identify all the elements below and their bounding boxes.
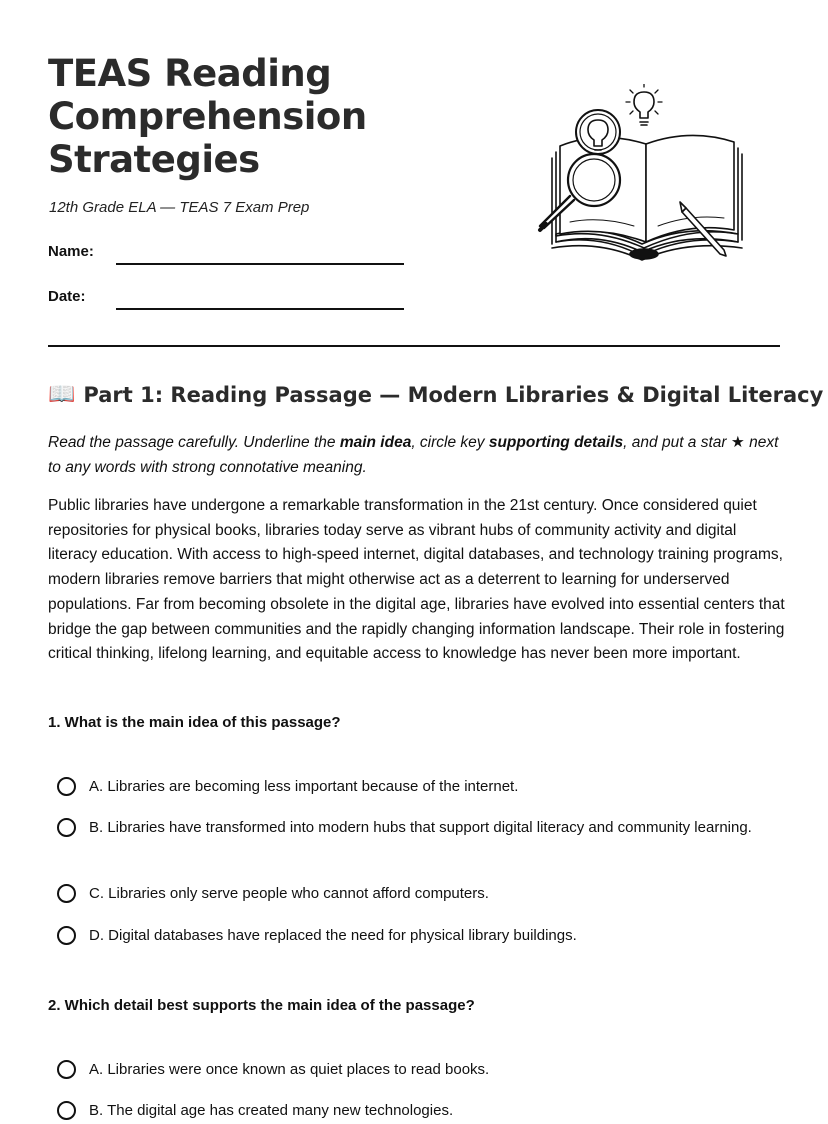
name-field[interactable] — [116, 263, 404, 265]
radio-button[interactable] — [57, 1060, 76, 1079]
radio-button[interactable] — [57, 818, 76, 837]
instructions-main-idea: main idea — [339, 434, 412, 451]
part-1-heading-text: Part 1: Reading Passage — Modern Libraries & Digital Literacy — [83, 382, 824, 407]
open-book-icon: 📖 — [48, 382, 76, 407]
instructions-text-3: , and put a star ★ next to any words with strong connotative meaning. — [48, 434, 779, 476]
question-1: 1. What is the main idea of this passage? — [48, 714, 341, 731]
question-2: 2. Which detail best supports the main idea of the passage? — [48, 997, 475, 1014]
instructions — [48, 430, 788, 480]
radio-button[interactable] — [57, 884, 76, 903]
section-divider — [48, 345, 780, 347]
instructions-text-2: , circle key — [411, 434, 489, 451]
option-label: C. Libraries only serve people who cannot afford computers. — [89, 885, 489, 902]
question-1-option-c[interactable] — [57, 881, 757, 907]
question-1-option-b[interactable] — [57, 815, 757, 841]
option-label: B. The digital age has created many new technologies. — [89, 1102, 454, 1119]
option-label: B. Libraries have transformed into modern hubs that support digital literacy and community learning. — [89, 819, 752, 836]
radio-button[interactable] — [57, 926, 76, 945]
part-1-heading — [48, 382, 823, 407]
reading-passage: Public libraries have undergone a remarkable transformation in the 21st century. Once considered quiet repositories for physical books, libraries today serve as vibrant hubs of community activity and digital literacy education. With access to high-speed internet, digital databases, and technology training programs, modern libraries remove barriers that might otherwise act as a deterrent to learning for underserved populations. Far from becoming obsolete in the digital age, libraries have evolved into essential centers that bridge the gap between communities and the rapidly changing information landscape. Their role in fostering critical thinking, lifelong learning, and equitable access to knowledge has never been more important. — [48, 497, 785, 663]
date-field[interactable] — [116, 308, 404, 310]
instructions-supporting-details: supporting details — [488, 434, 624, 451]
question-2-option-a[interactable] — [57, 1057, 757, 1083]
page-title: TEAS Reading Comprehension Strategies — [48, 52, 367, 181]
question-1-option-a[interactable] — [57, 774, 757, 800]
question-2-option-b[interactable] — [57, 1098, 757, 1124]
name-label: Name: — [48, 243, 94, 260]
instructions-text-1: Read the passage carefully. Underline the — [48, 434, 340, 451]
open-book-magnifier-lightbulb-pencil-icon — [530, 84, 750, 269]
question-1-option-d[interactable] — [57, 923, 757, 949]
date-label: Date: — [48, 288, 86, 305]
subtitle: 12th Grade ELA — TEAS 7 Exam Prep — [49, 199, 310, 216]
option-label: A. Libraries are becoming less important because of the internet. — [89, 778, 519, 795]
option-label: A. Libraries were once known as quiet places to read books. — [89, 1061, 490, 1078]
option-label: D. Digital databases have replaced the need for physical library buildings. — [89, 927, 577, 944]
radio-button[interactable] — [57, 777, 76, 796]
radio-button[interactable] — [57, 1101, 76, 1120]
